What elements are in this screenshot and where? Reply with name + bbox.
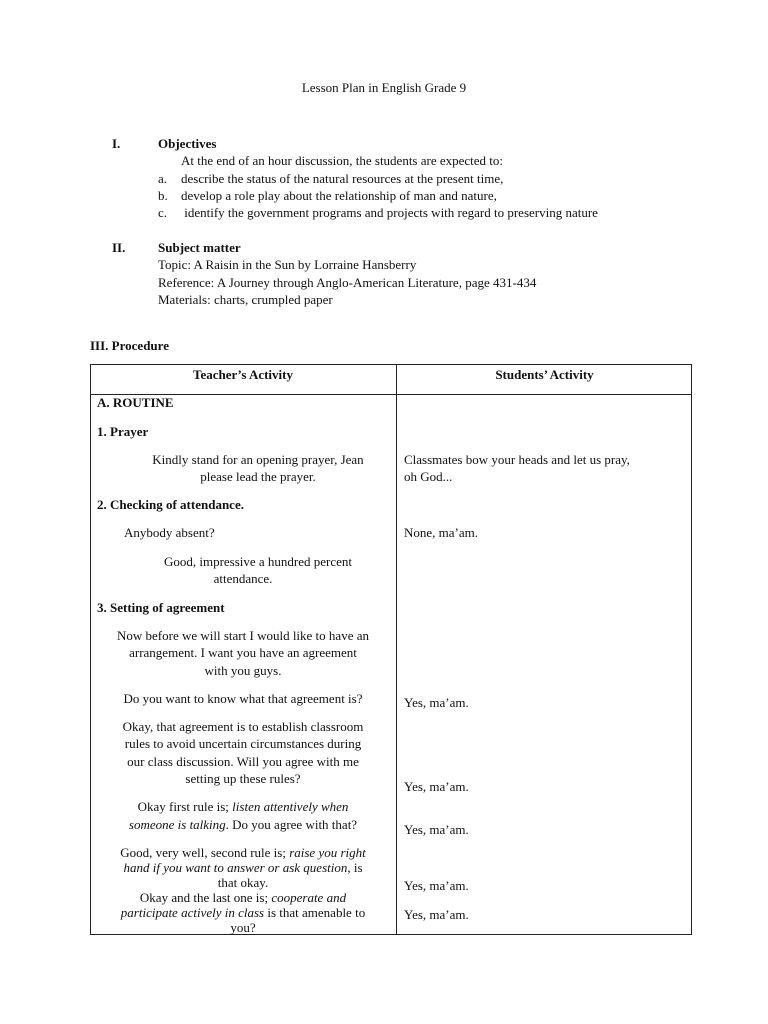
yes-response-3: Yes, ma’am. xyxy=(404,822,469,837)
objective-item-c: identify the government programs and projects with regard to preserving nature xyxy=(181,205,598,220)
absent-question: Anybody absent? xyxy=(124,525,215,540)
prayer-response-line1: Classmates bow your heads and let us pray, xyxy=(404,452,630,467)
objective-marker-b: b. xyxy=(158,188,168,203)
yes-response-5: Yes, ma’am. xyxy=(404,907,469,922)
rule-three-line2: participate actively in class is that amenable to xyxy=(120,905,366,920)
table-column-divider xyxy=(396,364,397,935)
prayer-instruction-line1: Kindly stand for an opening prayer, Jean xyxy=(152,452,364,467)
rule-two-line2: hand if you want to answer or ask question, is xyxy=(123,860,363,875)
arrangement-line3: with you guys. xyxy=(204,663,282,678)
arrangement-line2: arrangement. I want you have an agreement xyxy=(129,645,357,660)
rule-two-line1: Good, very well, second rule is; raise you right xyxy=(120,845,366,860)
teacher-activity-header: Teacher’s Activity xyxy=(192,367,293,382)
attendance-remark-line2: attendance. xyxy=(213,571,273,586)
document-title: Lesson Plan in English Grade 9 xyxy=(301,80,467,95)
section-number-objectives: I. xyxy=(112,136,121,151)
prayer-response-line2: oh God... xyxy=(404,469,453,484)
subject-reference: Reference: A Journey through Anglo-American Literature, page 431-434 xyxy=(158,275,537,290)
rule-two-line3: that okay. xyxy=(217,875,269,890)
attendance-heading: 2. Checking of attendance. xyxy=(97,497,244,512)
section-number-subject: II. xyxy=(112,240,126,255)
subject-topic: Topic: A Raisin in the Sun by Lorraine Hansberry xyxy=(158,257,417,272)
subject-heading: Subject matter xyxy=(158,240,241,255)
routine-heading: A. ROUTINE xyxy=(97,395,174,410)
rule-three-line1: Okay and the last one is; cooperate and xyxy=(139,890,347,905)
students-activity-header: Students’ Activity xyxy=(495,367,594,382)
attendance-remark-line1: Good, impressive a hundred percent xyxy=(163,554,353,569)
objective-marker-c: c. xyxy=(158,205,168,220)
yes-response-1: Yes, ma’am. xyxy=(404,695,469,710)
arrangement-line1: Now before we will start I would like to have an xyxy=(117,628,369,643)
rules-intro-line1: Okay, that agreement is to establish classroom xyxy=(122,719,364,734)
prayer-heading: 1. Prayer xyxy=(97,424,149,439)
subject-materials: Materials: charts, crumpled paper xyxy=(158,292,333,307)
objectives-intro: At the end of an hour discussion, the students are expected to: xyxy=(181,153,504,168)
rules-intro-line4: setting up these rules? xyxy=(185,771,301,786)
objective-marker-a: a. xyxy=(158,171,168,186)
yes-response-2: Yes, ma’am. xyxy=(404,779,469,794)
rules-intro-line3: our class discussion. Will you agree with me xyxy=(127,754,359,769)
objectives-heading: Objectives xyxy=(158,136,217,151)
procedure-heading: III. Procedure xyxy=(90,338,169,353)
table-header-divider xyxy=(90,394,692,395)
yes-response-4: Yes, ma’am. xyxy=(404,878,469,893)
objective-item-a: describe the status of the natural resources at the present time, xyxy=(181,171,504,186)
rule-one-line1: Okay first rule is; listen attentively when xyxy=(137,799,349,814)
agreement-heading: 3. Setting of agreement xyxy=(97,600,225,615)
rules-intro-line2: rules to avoid uncertain circumstances during xyxy=(124,736,362,751)
rule-one-line2: someone is talking. Do you agree with that? xyxy=(128,817,358,832)
objective-item-b: develop a role play about the relationship of man and nature, xyxy=(181,188,497,203)
prayer-instruction-line2: please lead the prayer. xyxy=(200,469,316,484)
absent-response: None, ma’am. xyxy=(404,525,479,540)
agreement-question: Do you want to know what that agreement is? xyxy=(123,691,363,706)
rule-three-line3: you? xyxy=(230,920,256,935)
